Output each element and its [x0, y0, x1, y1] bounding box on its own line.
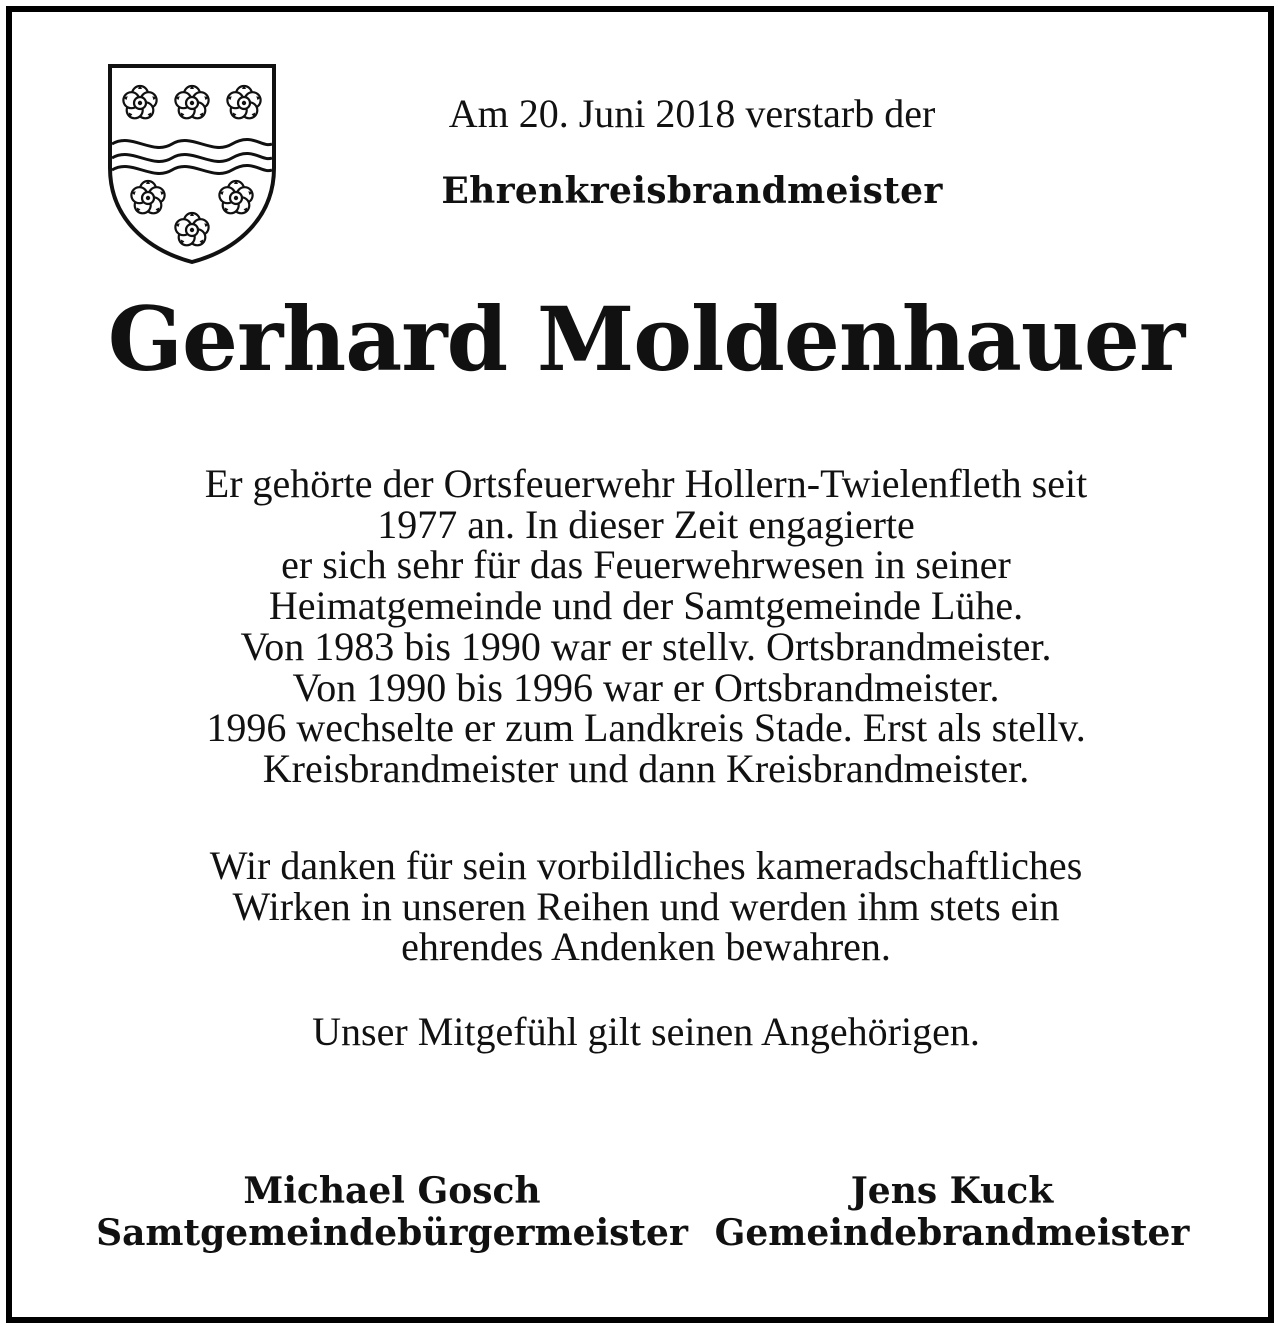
- signature-right: [652, 1170, 1252, 1254]
- intro-text: Am 20. Juni 2018 verstarb der: [448, 91, 936, 136]
- thanks-line: ehrendes Andenken bewahren.: [401, 924, 891, 970]
- signatory-role: Samtgemeindebürgermeister: [96, 1212, 688, 1254]
- thanks-paragraph: [12, 843, 1280, 970]
- deceased-name: Gerhard Moldenhauer: [107, 287, 1185, 391]
- biography-line: er sich sehr für das Feuerwehrwesen in seiner: [281, 542, 1011, 588]
- signatory-name: Jens Kuck: [850, 1170, 1054, 1212]
- sympathy-line: Unser Mitgefühl gilt seinen Angehörigen.: [312, 1009, 980, 1054]
- biography-line: Heimatgemeinde und der Samtgemeinde Lühe.: [268, 583, 1024, 629]
- thanks-line: Wir danken für sein vorbildliches kameradschaftliches: [209, 843, 1083, 888]
- honorary-title: Ehrenkreisbrandmeister: [441, 170, 943, 212]
- coat-of-arms-icon: [102, 58, 282, 268]
- biography-line: 1996 wechselte er zum Landkreis Stade. Erst als stellv.: [206, 705, 1086, 751]
- notice-frame: [6, 6, 1274, 1323]
- signatory-role: Gemeindebrandmeister: [714, 1212, 1190, 1254]
- biography-line: Kreisbrandmeister und dann Kreisbrandmeister.: [262, 745, 1030, 791]
- biography-line: 1977 an. In dieser Zeit engagierte: [377, 501, 915, 547]
- signature-left: [72, 1170, 712, 1254]
- biography-line: Von 1983 bis 1990 war er stellv. Ortsbrandmeister.: [240, 623, 1052, 669]
- signatory-name: Michael Gosch: [243, 1170, 541, 1212]
- biography-line: Er gehörte der Ortsfeuerwehr Hollern-Twielenfleth seit: [204, 461, 1088, 506]
- biography-line: Von 1990 bis 1996 war er Ortsbrandmeister.: [292, 664, 1000, 710]
- biography-paragraph: [12, 461, 1280, 791]
- thanks-line: Wirken in unseren Reihen und werden ihm stets ein: [232, 883, 1060, 929]
